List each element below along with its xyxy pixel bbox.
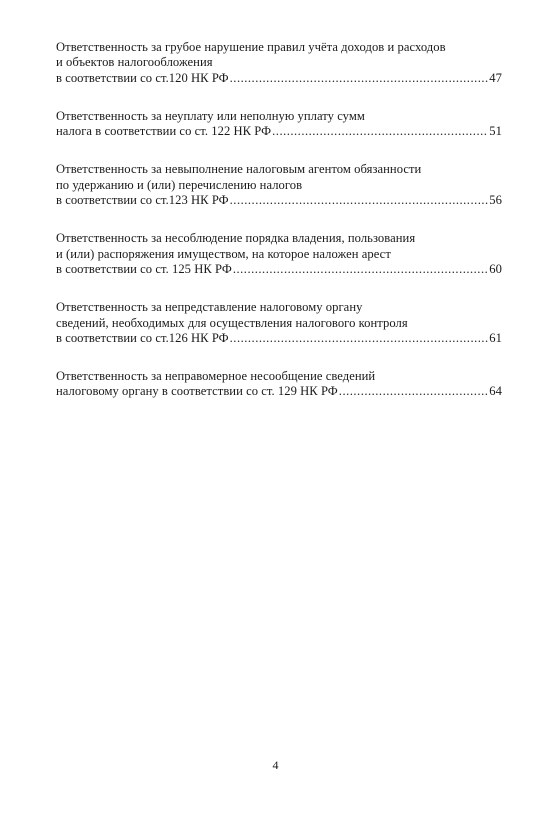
toc-entry-title-line: Ответственность за невыполнение налоговым агентом обязанности [56,162,422,177]
toc-page-number: 60 [489,261,502,276]
toc-entry[interactable] [56,162,502,208]
dot-leader [233,262,488,277]
toc-page-number: 61 [489,330,502,345]
toc-entry-title-line: сведений, необходимых для осуществления налогового контроля [56,315,408,330]
toc-entry-last-line [56,124,502,139]
page-number: 4 [272,758,279,772]
toc-entry-title-line: Ответственность за неправомерное несообщение сведений [56,369,376,384]
toc-entry-title-line: налога в соответствии со ст. 122 НК РФ [56,124,272,139]
toc-entry[interactable] [56,40,502,86]
toc-entry-title-line: Ответственность за несоблюдение порядка владения, пользования [56,231,416,246]
toc-entry-last-line [56,384,502,399]
toc-entry-title-line: по удержанию и (или) перечислению налогов [56,177,303,192]
toc-entry-title-line: и (или) распоряжения имуществом, на которое наложен арест [56,246,391,261]
toc-entry-last-line [56,193,502,208]
toc-entry-title-line: Ответственность за непредставление налоговому органу [56,300,363,315]
toc-entry-title-line: в соответствии со ст.123 НК РФ [56,193,229,208]
toc-page-number: 64 [489,384,502,399]
toc-page-number: 56 [489,193,502,208]
dot-leader [230,331,489,346]
toc-entry[interactable] [56,231,502,277]
toc-entry[interactable] [56,109,502,140]
dot-leader [230,71,489,86]
dot-leader [230,193,489,208]
toc-entry-title-line: в соответствии со ст.126 НК РФ [56,330,229,345]
toc-page-number: 47 [489,70,502,85]
toc-entry-title-line: в соответствии со ст.120 НК РФ [56,70,229,85]
dot-leader [272,124,488,139]
toc-entry-title-line: Ответственность за грубое нарушение правил учёта доходов и расходов [56,40,446,54]
toc-entry-last-line [56,262,502,277]
toc-entry[interactable] [56,300,502,346]
toc-page-number: 51 [489,124,502,139]
toc-entry-title-line: в соответствии со ст. 125 НК РФ [56,261,232,276]
table-of-contents [56,40,502,423]
toc-entry-title-line: Ответственность за неуплату или неполную уплату сумм [56,108,365,123]
toc-entry-title-line: и объектов налогообложения [56,55,213,70]
dot-leader [339,384,489,399]
toc-entry-last-line [56,331,502,346]
toc-entry[interactable] [56,369,502,400]
toc-entry-last-line [56,71,502,86]
toc-entry-title-line: налоговому органу в соответствии со ст. 129 НК РФ [56,384,338,399]
